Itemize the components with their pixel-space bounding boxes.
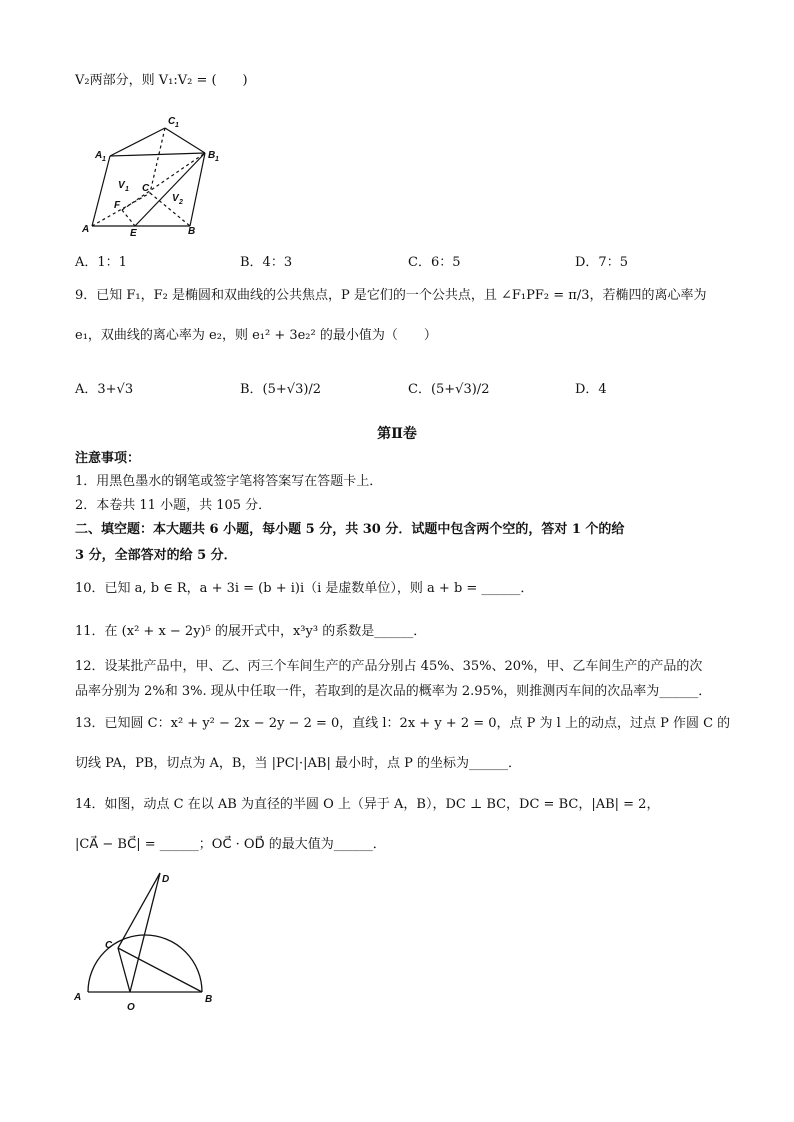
label-v2: V [172, 193, 179, 204]
section-title: 第Ⅱ卷 [377, 426, 417, 442]
q8-option-d: D．7：5 [575, 255, 628, 270]
label-b: B [205, 994, 213, 1005]
label-c: C [142, 183, 150, 194]
q8-option-b: B．4：3 [240, 255, 293, 270]
label-c: C [105, 940, 113, 951]
q9-option-c: C．(5+√3)/2 [408, 382, 490, 397]
q14-line2: |CA⃗ − BC⃗| = ______；OC⃗ · OD⃗ 的最大值为______． [75, 837, 386, 852]
label-e: E [130, 228, 137, 239]
label-v1-sub: 1 [125, 186, 129, 193]
q13-line1: 13．已知圆 C：x² + y² − 2x − 2y − 2 = 0，直线 l：2x + y + 2 = 0，点 P 为 l 上的动点，过点 P 作圆 C 的 [75, 716, 731, 731]
figure-semicircle [70, 868, 213, 1018]
q9-option-b: B．(5+√3)/2 [240, 382, 322, 397]
notice-1: 1．用黑色墨水的钢笔或签字笔将答案写在答题卡上． [75, 474, 383, 489]
q12-line2: 品率分别为 2%和 3%. 现从中任取一件，若取到的是次品的概率为 2.95%，则推测丙车间的次品率为______． [75, 684, 712, 699]
q12-line1: 12．设某批产品中，甲、乙、丙三个车间生产的产品分别占 45%、35%、20%，甲、乙车间生产的产品的次 [75, 659, 703, 674]
label-v2-sub: 2 [179, 199, 183, 206]
part2-line1: 二、填空题：本大题共 6 小题，每小题 5 分，共 30 分．试题中包含两个空的，答对 1 个的给 [75, 522, 625, 537]
part2-line2: 3 分，全部答对的给 5 分． [75, 548, 237, 563]
q9-line1: 9．已知 F₁，F₂ 是椭圆和双曲线的公共焦点，P 是它们的一个公共点，且 ∠F₁PF₂ = π/3，若椭四的离心率为 [75, 288, 707, 303]
label-o: O [127, 1002, 135, 1013]
label-f: F [114, 200, 121, 211]
label-b: B [188, 226, 196, 237]
figure-prism [80, 108, 230, 238]
q11: 11．在 (x² + x − 2y)⁵ 的展开式中，x³y³ 的系数是______． [75, 624, 427, 639]
q9-option-d: D．4 [575, 382, 607, 397]
q10: 10．已知 a, b ∈ R，a + 3i = (b + i)i（i 是虚数单位），则 a + b = ______． [75, 581, 534, 596]
q9-line2: e₁，双曲线的离心率为 e₂，则 e₁² + 3e₂² 的最小值为（ ） [75, 328, 437, 343]
q9-option-a: A．3+√3 [75, 382, 134, 397]
notice-2: 2．本卷共 11 小题，共 105 分． [75, 498, 272, 513]
label-b1: B [208, 150, 216, 161]
label-c1-sub: 1 [175, 122, 179, 129]
q13-line2: 切线 PA，PB，切点为 A，B，当 |PC|·|AB| 最小时，点 P 的坐标为______． [75, 756, 522, 771]
label-b1-sub: 1 [215, 156, 219, 163]
label-d: D [162, 874, 170, 885]
label-a: A [82, 224, 90, 235]
notice-title: 注意事项： [75, 451, 141, 466]
label-v1: V [118, 180, 125, 191]
q8-option-c: C．6：5 [408, 255, 461, 270]
q14-line1: 14．如图，动点 C 在以 AB 为直径的半圆 O 上（异于 A，B），DC ⊥ BC，DC = BC，|AB| = 2， [75, 797, 660, 812]
label-a1-sub: 1 [102, 156, 106, 163]
label-a: A [74, 992, 82, 1003]
q8-tail: V₂两部分，则 V₁:V₂ = ( ) [75, 73, 248, 88]
label-c1: C [168, 116, 176, 127]
label-a1: A [95, 150, 103, 161]
q8-option-a: A．1：1 [75, 255, 127, 270]
